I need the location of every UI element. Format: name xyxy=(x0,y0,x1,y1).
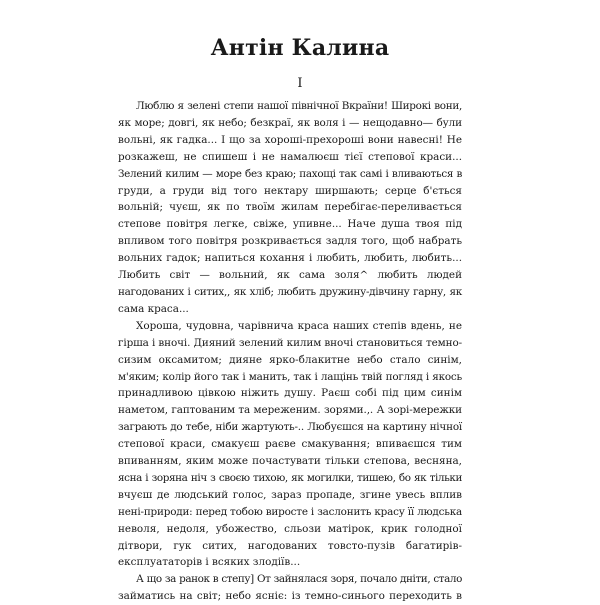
text-line: гірша і вночі. Дияний зелений килим вночі становиться темно- xyxy=(118,336,463,349)
text-line: А що за ранок в степу] От зайнялася зоря, почало дніти, стало xyxy=(136,573,462,586)
text-line: вольній; чуєш, як по твоїм жилам перебігає-переливається xyxy=(118,201,462,214)
text-line: займатись на світ; небо ясніє: із темно-синього переходить в xyxy=(118,590,462,603)
text-line: Любить світ — вольний, як сама золя^ любить людей xyxy=(118,269,462,282)
text-line: степове повітря легке, свіже, упивне... Наче душа твоя під xyxy=(118,218,462,231)
text-line: наметом, гаптованим та мереженим. зорями.,. А зорі-мережки xyxy=(118,404,462,417)
text-line: принадливою цівкою ніжить душу. Раєш собі під цим синім xyxy=(118,387,462,400)
text-line: вольні, як гадка... І що за хороші-прехороші вони навесні! Не xyxy=(118,133,462,146)
text-line: м'яким; колір його так і манить, так і лащінь твій погляд і якось xyxy=(118,370,462,383)
text-line: Зелений килим — море без краю; пахощі так самі і вливаються в xyxy=(118,167,462,180)
text-line: впиванням, яким може почастувати тільки степова, весняна, xyxy=(118,455,462,468)
text-line: нагодованих і ситих,, як хліб; любить дружину-дівчину гарну, як xyxy=(118,285,462,298)
text-line: Хороша, чудовна, чарівнича краса наших степів вдень, не xyxy=(136,319,462,332)
text-line: вчуєш де людський голос, зараз пропаде, згине увесь вплив xyxy=(118,488,462,501)
text-line: розкажеш, не спишеш і не намалюєш тієї степової краси... xyxy=(118,150,462,163)
text-line: груди, а груди від того нектару ширшають; серце б'ється xyxy=(118,184,462,197)
text-line: впливом того повітря розкривається задля того, щоб набрать xyxy=(118,235,462,248)
text-line: неволя, недоля, убожество, сльози матірок, крик голодної xyxy=(118,522,462,535)
text-line: ясна і зоряна ніч з своєю тихою, як могилки, тишею, бо як тільки xyxy=(118,471,462,484)
text-line: вольних гадок; напиться кохання і любить, любить, любить... xyxy=(118,252,462,265)
text-line: нені-природи: перед тобою виросте і заслонить красу її людська xyxy=(118,505,462,518)
text-line: сизим оксамитом; дияне ярко-блакитне небо стало синім, xyxy=(118,353,462,366)
text-line: Люблю я зелені степи нашої північної Вкраїни! Широкі вони, xyxy=(136,100,462,112)
text-line: експлуататорів і всяких злодіїв... xyxy=(118,556,301,569)
text-line: дітвори, гук ситих, нагодованих товсто-пузів багатирів- xyxy=(118,539,462,552)
chapter-number: I xyxy=(297,76,303,91)
text-line: як море; довгі, як небо; безкраї, як воля і — нещодавно— були xyxy=(118,116,462,129)
text-line: степової краси, смакуєш раєве смакування; впиваєшся тим xyxy=(118,438,462,451)
body-text xyxy=(118,98,462,605)
text-line: заграють до тебе, ніби жартують-.. Любуєшся на картину нічної xyxy=(118,421,462,434)
page-title: Антін Калина xyxy=(210,35,390,61)
text-line: сама краса... xyxy=(118,302,189,315)
